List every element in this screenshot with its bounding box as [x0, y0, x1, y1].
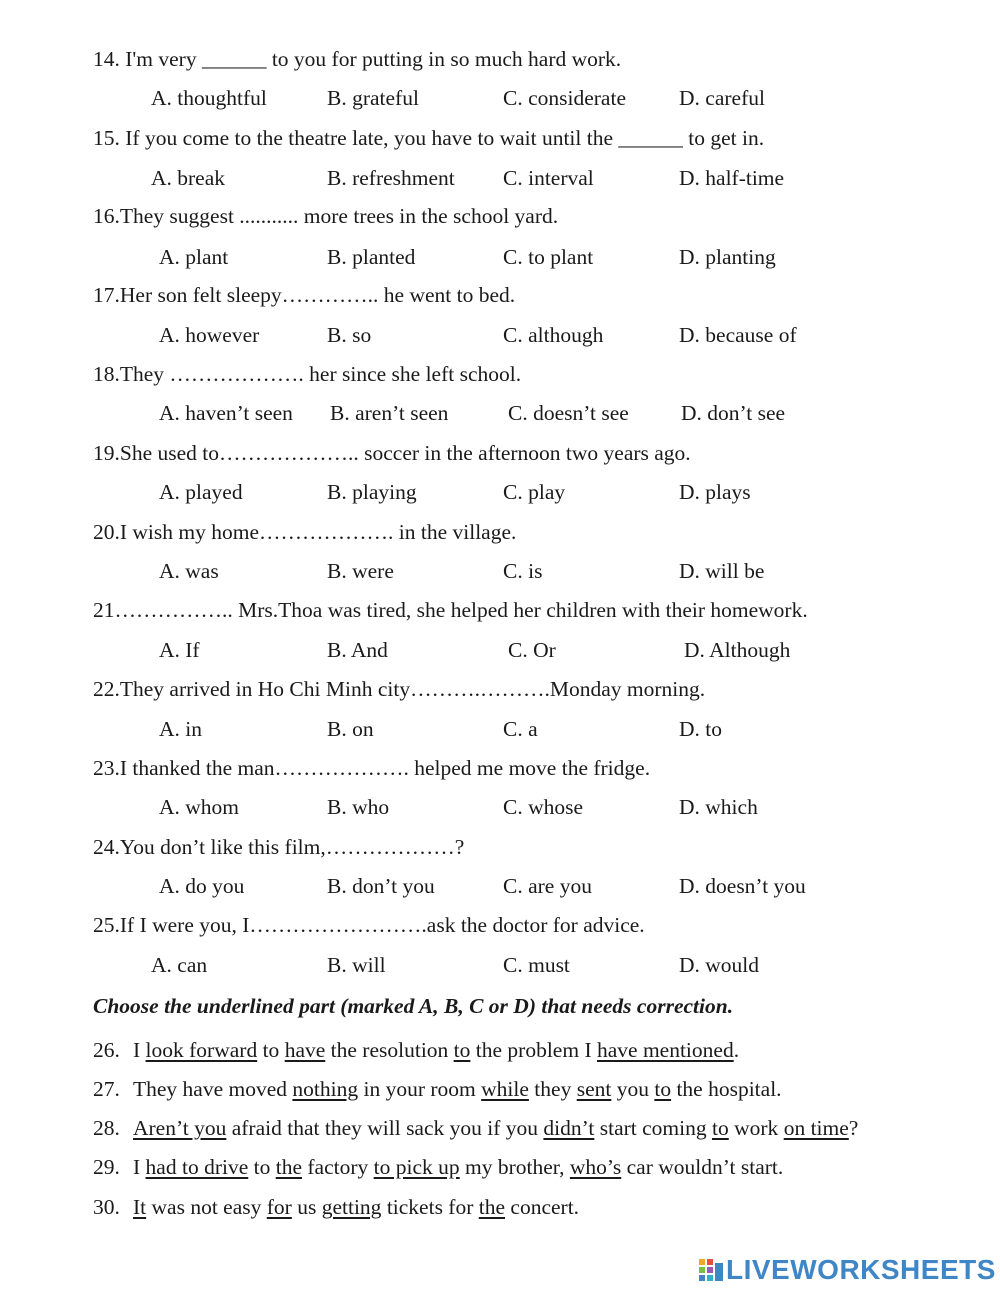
answer-option: A. whom [159, 795, 240, 819]
answer-option: B. who [327, 795, 390, 819]
error-item [93, 1115, 858, 1141]
sentence-text: to [248, 1155, 276, 1179]
answer-option: C. play [503, 480, 566, 504]
answer-option: C. whose [503, 795, 584, 819]
answer-option: D. would [679, 953, 760, 977]
question-stem: 19.She used to……………….. soccer in the afternoon two years ago. [93, 441, 691, 465]
question-stem: 22.They arrived in Ho Chi Minh city……….……….Monday morning. [93, 677, 706, 701]
underlined-part: had to drive [145, 1155, 249, 1179]
underlined-part: while [481, 1077, 529, 1101]
sentence-text: I [133, 1038, 146, 1062]
sentence-text: They have moved [133, 1077, 293, 1101]
error-item-number: 29. [93, 1155, 120, 1179]
answer-option: D. plays [679, 480, 751, 504]
answer-option: C. Or [508, 638, 556, 662]
answer-option: B. grateful [327, 86, 419, 110]
answer-option: D. planting [679, 245, 776, 269]
answer-option: B. don’t you [327, 874, 435, 898]
underlined-part: didn’t [543, 1116, 595, 1140]
question-stem: 24.You don’t like this film,………………? [93, 835, 465, 859]
liveworksheets-logo-text: LIVEWORKSHEETS [726, 1254, 996, 1285]
error-item [93, 1194, 579, 1220]
answer-option: A. was [159, 559, 219, 583]
answer-option: D. will be [679, 559, 765, 583]
section-instruction: Choose the underlined part (marked A, B, C or D) that needs correction. [93, 994, 734, 1018]
answer-option: D. careful [679, 86, 765, 110]
answer-option: B. so [327, 323, 372, 347]
underlined-part: to [453, 1038, 471, 1062]
error-item [93, 1076, 782, 1102]
question-stem: 16.They suggest ........... more trees in the school yard. [93, 204, 559, 228]
underlined-part: to pick up [373, 1155, 460, 1179]
underlined-part: on time [783, 1116, 849, 1140]
sentence-text: the hospital. [671, 1077, 782, 1101]
answer-option: A. in [159, 717, 202, 741]
answer-option: C. to plant [503, 245, 594, 269]
underlined-part: sent [576, 1077, 612, 1101]
underlined-part: to [712, 1116, 729, 1140]
answer-option: A. break [151, 166, 226, 190]
answer-option: B. on [327, 717, 374, 741]
underlined-part: who’s [569, 1155, 622, 1179]
answer-option: B. aren’t seen [330, 401, 449, 425]
sentence-text: in your room [358, 1077, 482, 1101]
answer-option: A. however [159, 323, 260, 347]
sentence-text: to [257, 1038, 285, 1062]
answer-option: D. which [679, 795, 758, 819]
sentence-text: they [528, 1077, 577, 1101]
answer-option: B. And [327, 638, 388, 662]
liveworksheets-logo [698, 1256, 996, 1284]
question-stem: 20.I wish my home………………. in the village. [93, 520, 517, 544]
answer-option: A. played [159, 480, 243, 504]
underlined-part: the [275, 1155, 303, 1179]
sentence-text: concert. [505, 1195, 580, 1219]
sentence-text: tickets for [381, 1195, 479, 1219]
sentence-text: my brother, [459, 1155, 570, 1179]
sentence-text: factory [302, 1155, 374, 1179]
sentence-text: us [291, 1195, 322, 1219]
error-item [93, 1154, 783, 1180]
sentence-text: work [728, 1116, 784, 1140]
error-item-number: 26. [93, 1038, 120, 1062]
liveworksheets-logo-icon [698, 1257, 724, 1283]
answer-option: A. thoughtful [151, 86, 267, 110]
answer-option: A. haven’t seen [159, 401, 293, 425]
underlined-part: to [654, 1077, 672, 1101]
sentence-text: . [733, 1038, 740, 1062]
answer-option: A. plant [159, 245, 229, 269]
answer-option: C. is [503, 559, 543, 583]
answer-option: C. considerate [503, 86, 626, 110]
underlined-part: look forward [145, 1038, 258, 1062]
sentence-text: ? [848, 1116, 859, 1140]
answer-option: C. a [503, 717, 538, 741]
answer-option: B. will [327, 953, 386, 977]
answer-option: A. do you [159, 874, 245, 898]
underlined-part: It [133, 1195, 147, 1219]
underlined-part: the [478, 1195, 506, 1219]
question-stem: 25.If I were you, I…………………….ask the doctor for advice. [93, 913, 645, 937]
sentence-text: car wouldn’t start. [621, 1155, 784, 1179]
question-stem: 21…………….. Mrs.Thoa was tired, she helped her children with their homework. [93, 598, 808, 622]
answer-option: B. were [327, 559, 394, 583]
answer-option: C. although [503, 323, 604, 347]
question-stem: 15. If you come to the theatre late, you have to wait until the ______ to get in. [93, 126, 765, 150]
sentence-text: the resolution [325, 1038, 454, 1062]
underlined-part: getting [321, 1195, 382, 1219]
sentence-text: start coming [594, 1116, 713, 1140]
answer-option: C. doesn’t see [508, 401, 629, 425]
answer-option: D. doesn’t you [679, 874, 806, 898]
underlined-part: nothing [292, 1077, 359, 1101]
sentence-text: you [611, 1077, 655, 1101]
answer-option: D. don’t see [681, 401, 786, 425]
answer-option: A. can [151, 953, 208, 977]
answer-option: D. half-time [679, 166, 785, 190]
sentence-text: the problem I [470, 1038, 597, 1062]
answer-option: A. If [159, 638, 200, 662]
answer-option: B. planted [327, 245, 416, 269]
answer-option: D. to [679, 717, 722, 741]
error-item-number: 28. [93, 1116, 120, 1140]
underlined-part: have [284, 1038, 326, 1062]
sentence-text: I [133, 1155, 146, 1179]
answer-option: C. are you [503, 874, 592, 898]
sentence-text: afraid that they will sack you if you [226, 1116, 544, 1140]
answer-option: C. must [503, 953, 570, 977]
question-stem: 18.They ………………. her since she left school. [93, 362, 522, 386]
underlined-part: for [266, 1195, 292, 1219]
question-stem: 14. I'm very ______ to you for putting in so much hard work. [93, 47, 622, 71]
underlined-part: Aren’t you [133, 1116, 227, 1140]
answer-option: B. refreshment [327, 166, 455, 190]
underlined-part: have mentioned [596, 1038, 734, 1062]
answer-option: D. because of [679, 323, 797, 347]
error-item-number: 30. [93, 1195, 120, 1219]
question-stem: 17.Her son felt sleepy………….. he went to bed. [93, 283, 516, 307]
error-item-number: 27. [93, 1077, 120, 1101]
sentence-text: was not easy [146, 1195, 267, 1219]
answer-option: D. Although [684, 638, 791, 662]
question-stem: 23.I thanked the man………………. helped me move the fridge. [93, 756, 651, 780]
answer-option: B. playing [327, 480, 417, 504]
answer-option: C. interval [503, 166, 594, 190]
error-item [93, 1037, 739, 1063]
